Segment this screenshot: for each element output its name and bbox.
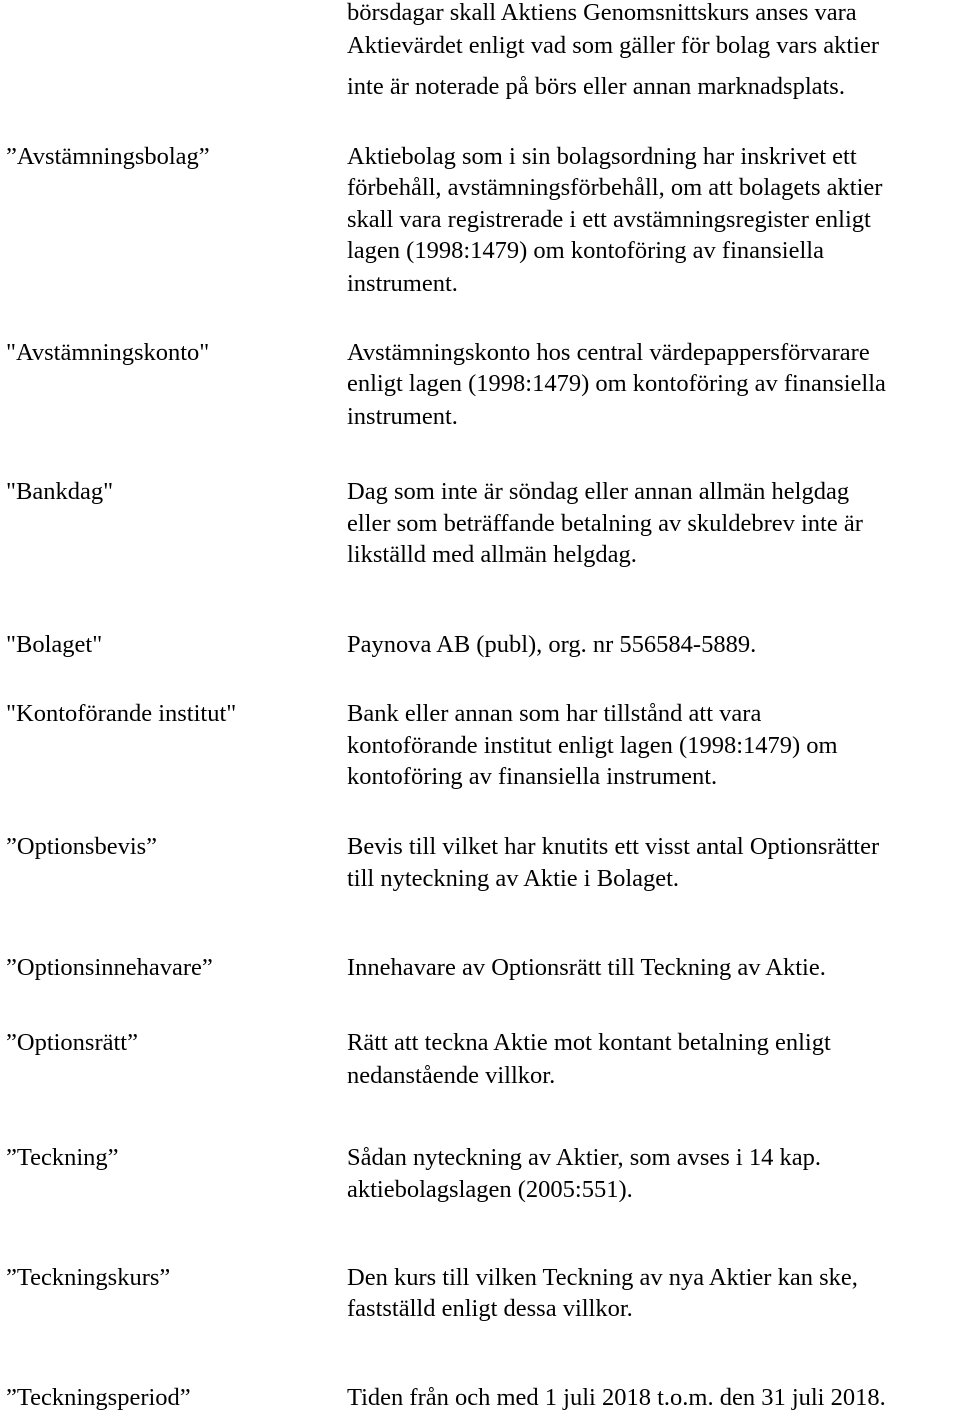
- definition-line: Bevis till vilket har knutits ett visst antal Optionsrätter: [347, 833, 880, 860]
- term-optionsbevis: ”Optionsbevis”: [6, 833, 158, 860]
- term-optionsinnehavare: ”Optionsinnehavare”: [6, 954, 213, 981]
- term-avstamningskonto: "Avstämningskonto": [6, 339, 210, 366]
- term-avstamningsbolag: ”Avstämningsbolag”: [6, 143, 210, 170]
- term-bolaget: "Bolaget": [6, 631, 103, 658]
- definition-line: Paynova AB (publ), org. nr 556584-5889.: [347, 631, 757, 658]
- definition-line: Bank eller annan som har tillstånd att vara: [347, 700, 762, 727]
- definition-line: aktiebolagslagen (2005:551).: [347, 1176, 633, 1203]
- definition-line: skall vara registrerade i ett avstämningsregister enligt: [347, 206, 871, 233]
- term-optionsratt: ”Optionsrätt”: [6, 1029, 138, 1056]
- term-kontoforande-institut: "Kontoförande institut": [6, 700, 237, 727]
- definition-line: Dag som inte är söndag eller annan allmän helgdag: [347, 478, 850, 505]
- definition-line: Rätt att teckna Aktie mot kontant betalning enligt: [347, 1029, 831, 1056]
- definition-line: kontoförande institut enligt lagen (1998:1479) om: [347, 732, 838, 759]
- definition-line: lagen (1998:1479) om kontoföring av finansiella: [347, 237, 824, 264]
- definition-line: Aktiebolag som i sin bolagsordning har inskrivet ett: [347, 143, 857, 170]
- definition-line: Sådan nyteckning av Aktier, som avses i 14 kap.: [347, 1144, 821, 1171]
- definition-line: kontoföring av finansiella instrument.: [347, 763, 718, 790]
- definition-line: Avstämningskonto hos central värdepappersförvarare: [347, 339, 870, 366]
- definition-line: Den kurs till vilken Teckning av nya Aktier kan ske,: [347, 1264, 858, 1291]
- term-teckningsperiod: ”Teckningsperiod”: [6, 1384, 191, 1411]
- definition-line: enligt lagen (1998:1479) om kontoföring av finansiella: [347, 370, 886, 397]
- definition-line: likställd med allmän helgdag.: [347, 541, 637, 568]
- term-teckningskurs: ”Teckningskurs”: [6, 1264, 171, 1291]
- definition-line: Aktievärdet enligt vad som gäller för bolag vars aktier: [347, 32, 880, 59]
- definition-line: förbehåll, avstämningsförbehåll, om att bolagets aktier: [347, 174, 883, 201]
- definition-line: instrument.: [347, 403, 458, 430]
- definition-line: fastställd enligt dessa villkor.: [347, 1295, 633, 1322]
- definition-line: Innehavare av Optionsrätt till Teckning av Aktie.: [347, 954, 826, 981]
- definition-line: eller som beträffande betalning av skuldebrev inte är: [347, 510, 863, 537]
- term-bankdag: "Bankdag": [6, 478, 114, 505]
- definition-line: inte är noterade på börs eller annan marknadsplats.: [347, 73, 845, 100]
- term-teckning: ”Teckning”: [6, 1144, 119, 1171]
- definition-line: nedanstående villkor.: [347, 1062, 556, 1089]
- definition-line: börsdagar skall Aktiens Genomsnittskurs anses vara: [347, 0, 857, 26]
- definition-line: till nyteckning av Aktie i Bolaget.: [347, 865, 680, 892]
- definition-line: Tiden från och med 1 juli 2018 t.o.m. den 31 juli 2018.: [347, 1384, 886, 1411]
- definition-line: instrument.: [347, 270, 458, 297]
